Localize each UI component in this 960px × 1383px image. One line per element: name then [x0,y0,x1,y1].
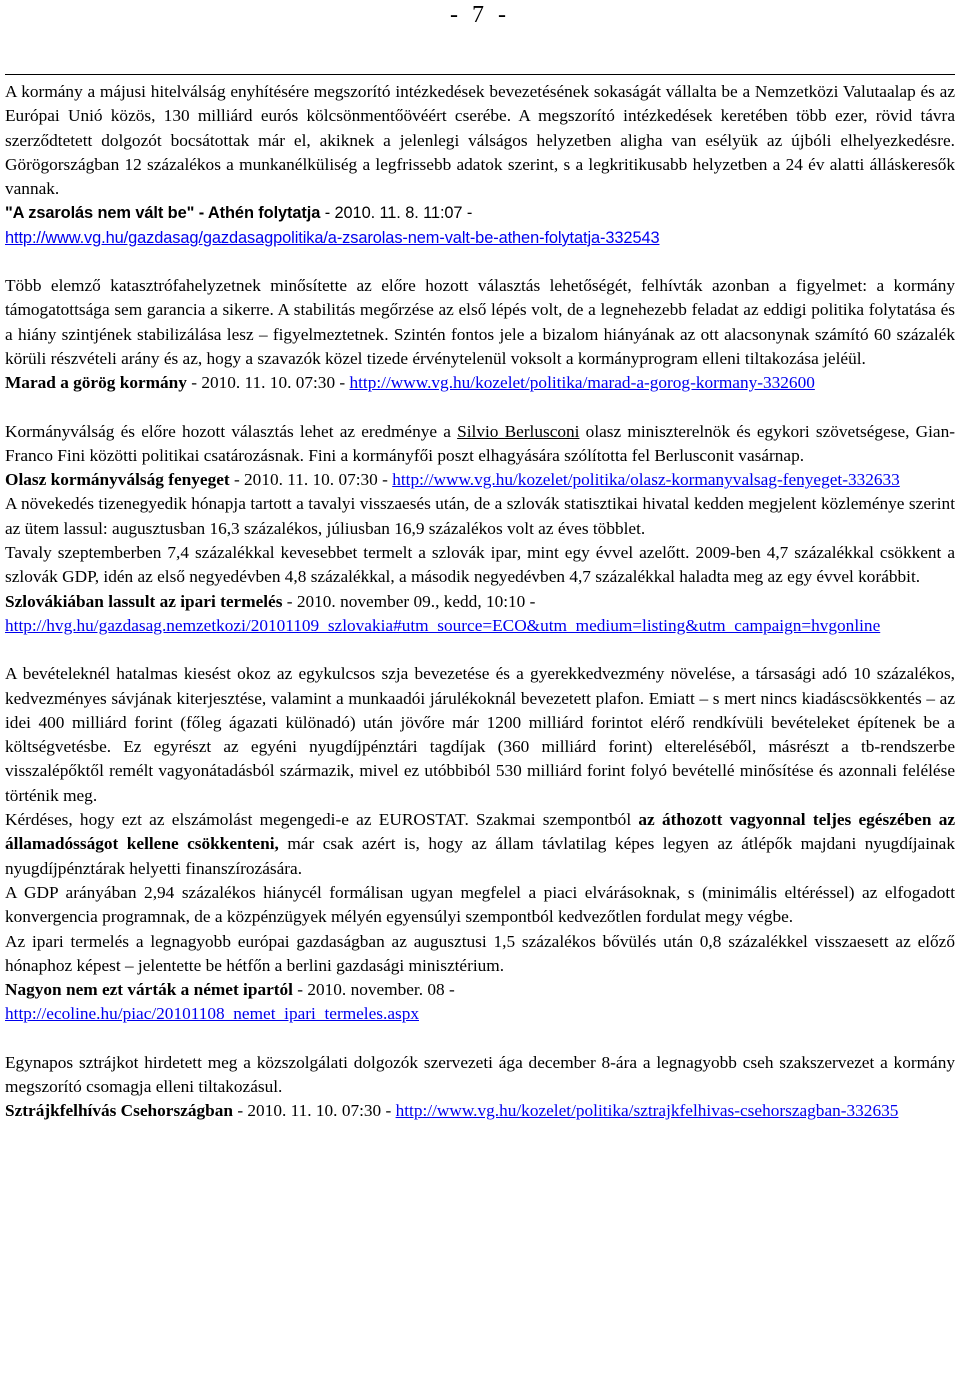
source-date: - 2010. november 09., kedd, 10:10 - [282,591,536,611]
source-line [5,468,955,492]
source-title: Nagyon nem ezt várták a német ipartól [5,980,293,1000]
source-link[interactable]: http://www.vg.hu/gazdasag/gazdasagpolitika/a-zsarolas-nem-valt-be-athen-folytatja-332543 [5,228,660,247]
source-link[interactable]: http://www.vg.hu/kozelet/politika/olasz-kormanyvalsag-fenyeget-332633 [392,470,900,490]
source-date: - 2010. november. 08 - [292,980,455,1000]
article-paragraph [5,420,955,469]
article-paragraph [5,808,955,881]
article-greece-austerity [5,80,955,250]
source-title: Olasz kormányválság fenyeget [5,470,230,490]
source-title: "A zsarolás nem vált be" - Athén folytatja [5,204,321,223]
article-italian-crisis [5,420,955,493]
source-line [5,978,955,1002]
source-date: - 2010. 11. 8. 11:07 - [320,204,473,223]
source-title: Marad a görög kormány [5,373,187,393]
source-link-line [5,226,955,250]
source-line [5,590,955,614]
article-paragraph [5,80,955,201]
paragraph-text: már csak azért is, hogy az állam távlatilag képes legyen az átlépők majdani nyugdíjainak nyugdíjpénztárak helyetti finanszírozására. [5,834,955,878]
article-paragraph: A növekedés tizenegyedik hónapja tartott a tavalyi visszaesés után, de a szlovák statisztikai hivatal kedden megjelent közleménye szerint az ütem lassul: augusztusban 16,3 százalékos, júliusban 16,9 százalékos volt az éves többlet. [5,494,955,538]
paragraph-gap [5,250,955,274]
article-paragraph: Tavaly szeptemberben 7,4 százalékkal kevesebbet termelt a szlovák ipar, mint egy évvel azelőtt. 2009-ben 4,7 százalékkal csökkent a szlovák GDP, idén az első negyedévben 4,8 százalékkal, a második negyedévben 4,7 százalékkal haladta meg az egy évvel korábbit. [5,543,955,587]
article-budget [5,662,955,1026]
paragraph-text: Kérdéses, hogy ezt az elszámolást megengedi-e az EUROSTAT. Szakmai szempontból [5,810,639,830]
source-line [5,1099,955,1123]
paragraph-gap [5,638,955,662]
source-link[interactable]: http://www.vg.hu/kozelet/politika/sztrajkfelhivas-csehorszagban-332635 [395,1101,899,1121]
source-title: Sztrájkfelhívás Csehországban [5,1101,234,1121]
paragraph-gap [5,396,955,420]
article-paragraph: Az ipari termelés a legnagyobb európai gazdaságban az augusztusi 1,5 százalékos bővülés után 0,8 százalékkel visszaesett az előző hónaphoz képest – jelentette be hétfőn a berlini gazdasági minisztérium. [5,931,955,975]
article-paragraph: A bevételeknél hatalmas kiesést okoz az egykulcsos szja bevezetése és a gyerekkedvezmény növelése, a társasági adó 10 százalékos, kedvezményes sávjának kiterjesztése, valamint a munkaadói járulékoknál bevezetett plafon. Emiatt – s mert nincs kiadáscsökkentés – az idei 400 milliárd forint (főleg ágazati különadó) után jövőre már 1200 milliárd forintot elérő rendkívüli bevételeket építenek be a költségvetésbe. Ez egyrészt az egyéni nyugdíjpénztári tagdíjak (360 milliárd forint) eltereléséből, másrészt a tb-rendszerbe visszalépőktől remélt vagyonátadásból származik, mivel ez utóbbiból 530 milliárd forint folyó bevétellé minősítése és azonnali felélése történik meg. [5,664,955,805]
source-link[interactable]: http://www.vg.hu/kozelet/politika/marad-a-gorog-kormany-332600 [349,373,815,393]
source-title: Szlovákiában lassult az ipari termelés [5,591,283,611]
person-link[interactable]: Silvio Berlusconi [457,421,580,441]
source-date: - 2010. 11. 10. 07:30 - [233,1101,396,1121]
source-link-line [5,614,955,638]
emphasis-text: az áthozott vagyonnal teljes egészében az államadósságot kellene csökkenteni, [5,810,956,854]
document-body [5,80,955,1124]
article-czech-strike [5,1051,955,1124]
paragraph-text: A megszorító intézkedések keretében több ezer, rövid távra szerződtetett dolgozót bocsátottak már el, akiknek a jelenlegi válságos helyzetben aligha van esélyük az újbóli elhelyezkedésre. Görögországban 12 százalékos a munkanélküliség a legfrissebb adatok szerint, s a legkritikusabb helyzetben a 24 év alatti álláskeresők vannak. [5,106,955,199]
source-link-line [5,1002,955,1026]
source-date: - 2010. 11. 10. 07:30 - [186,373,350,393]
article-paragraph: A GDP arányában 2,94 százalékos hiánycél formálisan ugyan megfelel a piaci elvárásoknak, s (minimális eltéréssel) az elfogadott konvergencia programnak, de a közpénzügyek mélyén egyensúlyi szempontból kedvezőtlen fordulat megy végbe. [5,882,955,927]
article-slovakia [5,492,955,638]
source-link[interactable]: http://hvg.hu/gazdasag.nemzetkozi/20101109_szlovakia#utm_source=ECO&utm_medium=listing&utm_campaign=hvgonline [5,615,881,635]
paragraph-gap [5,1027,955,1051]
source-link[interactable]: http://ecoline.hu/piac/20101108_nemet_ipari_termeles.aspx [5,1004,419,1024]
header-divider [5,74,955,75]
article-paragraph: Egynapos sztrájkot hirdetett meg a közszolgálati dolgozók szervezeti ága december 8-ára a legnagyobb cseh szakszervezet a kormány megszorító csomagja elleni tiltakozásul. [5,1052,955,1096]
article-paragraph: Több elemző katasztrófahelyzetnek minősítette az előre hozott választás lehetőségét, felhívták azonban a figyelmet: a kormány támogatottsága sem garancia a sikerre. A stabilitás megőrzése az első lépés volt, de a legnehezebb feladat az eddigi politika folytatása és a hiány szintjének stabilizálása lesz – figyelmeztetnek. Szintén fontos jele a bizalom hiányának az ott alacsonynak számító 60 százalék körüli részvételi arány és az, hogy a szavazók közel tizede érvénytelenül voksolt a kormányprogram elleni tiltakozása jeléül. [5,276,955,368]
paragraph-text: olasz miniszterelnök és egykori szövetségese, Gian-Franco Fini közötti politikai csatározásnak. Fini a kormányfői poszt elhagyására szólította fel Berlusconit vasárnap. [5,421,955,465]
source-line [5,371,955,395]
paragraph-text: A kormány a májusi hitelválság enyhítésére megszorító intézkedések bevezetésének sokaságát vállalta be a Nemzetközi Valutaalap és az Európai Unió közös, 130 milliárd eurós kölcsönmentőövéért cserébe. [5,82,955,126]
paragraph-text: Kormányválság és előre hozott választás lehet az eredménye a [5,421,458,441]
page-number: - 7 - [450,2,510,28]
source-line [5,201,955,225]
source-date: - 2010. 11. 10. 07:30 - [229,470,393,490]
article-greek-government [5,274,955,395]
